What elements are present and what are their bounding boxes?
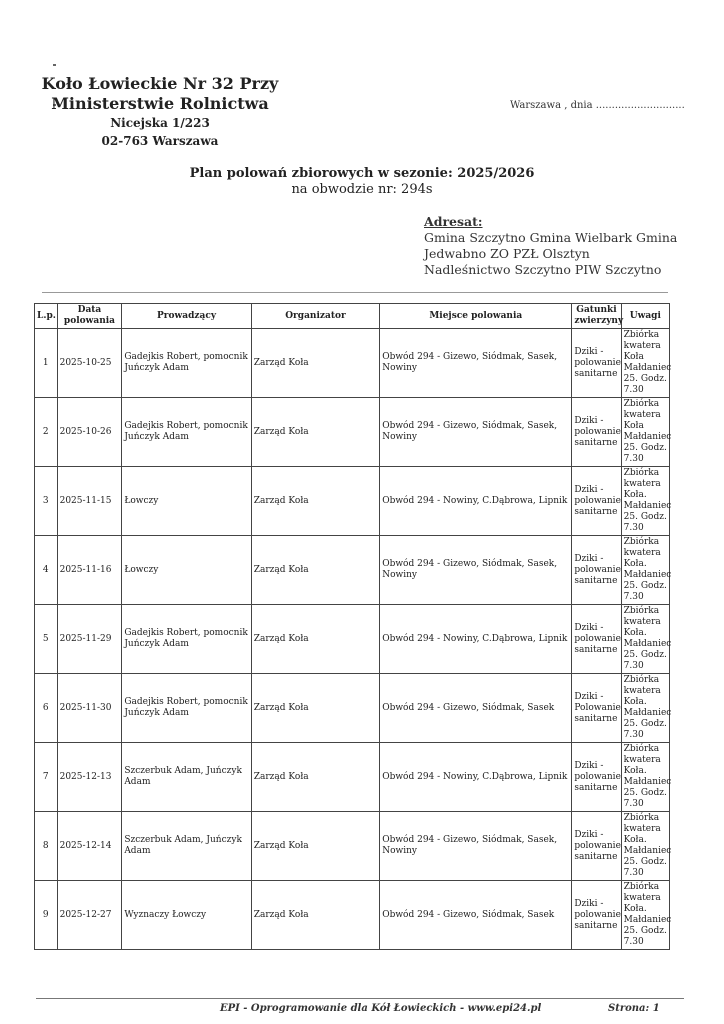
row-place: Obwód 294 - Gizewo, Siódmak, Sasek bbox=[380, 674, 572, 743]
row-notes: Zbiórka kwatera Koła Małdaniec 25. Godz. 7.30 bbox=[621, 398, 669, 467]
row-leader: Szczerbuk Adam, Juńczyk Adam bbox=[122, 743, 251, 812]
row-lp: 6 bbox=[35, 674, 58, 743]
row-notes: Zbiórka kwatera Koła. Małdaniec 25. Godz. 7.30 bbox=[621, 605, 669, 674]
row-organizer: Zarząd Koła bbox=[251, 812, 379, 881]
addressee-label: Adresat: bbox=[424, 214, 483, 229]
table-row bbox=[35, 881, 670, 950]
document-title bbox=[0, 166, 724, 198]
row-date: 2025-12-27 bbox=[57, 881, 122, 950]
row-notes: Zbiórka kwatera Koła. Małdaniec 25. Godz. 7.30 bbox=[621, 674, 669, 743]
row-species: Dziki - polowanie sanitarne bbox=[572, 467, 621, 536]
row-date: 2025-10-26 bbox=[57, 398, 122, 467]
row-organizer: Zarząd Koła bbox=[251, 398, 379, 467]
header-date bbox=[57, 304, 122, 329]
table-row bbox=[35, 398, 670, 467]
table-row bbox=[35, 329, 670, 398]
row-notes: Zbiórka kwatera Koła. Małdaniec 25. Godz. 7.30 bbox=[621, 467, 669, 536]
footer-divider bbox=[36, 998, 684, 999]
header-organizer: Organizator bbox=[251, 304, 379, 329]
row-organizer: Zarząd Koła bbox=[251, 536, 379, 605]
row-leader: Łowczy bbox=[122, 467, 251, 536]
header-species bbox=[572, 304, 624, 329]
table-row bbox=[35, 467, 670, 536]
header-species-line1: Gatunki bbox=[576, 305, 617, 315]
table-row bbox=[35, 674, 670, 743]
row-place: Obwód 294 - Gizewo, Siódmak, Sasek bbox=[380, 881, 572, 950]
row-lp: 3 bbox=[35, 467, 58, 536]
title-main: Plan polowań zbiorowych w sezonie: 2025/2026 bbox=[189, 166, 535, 181]
scan-mark bbox=[53, 64, 56, 66]
row-organizer: Zarząd Koła bbox=[251, 674, 379, 743]
divider bbox=[42, 292, 668, 293]
row-date: 2025-11-30 bbox=[57, 674, 122, 743]
row-notes: Zbiórka kwatera Koła Małdaniec 25. Godz. 7.30 bbox=[621, 329, 669, 398]
row-leader: Gadejkis Robert, pomocnik Juńczyk Adam bbox=[122, 674, 251, 743]
row-date: 2025-12-13 bbox=[57, 743, 122, 812]
row-organizer: Zarząd Koła bbox=[251, 467, 379, 536]
row-place: Obwód 294 - Nowiny, C.Dąbrowa, Lipnik bbox=[380, 605, 572, 674]
organization-header bbox=[40, 74, 280, 150]
row-notes: Zbiórka kwatera Koła. Małdaniec 25. Godz. 7.30 bbox=[621, 743, 669, 812]
header-leader: Prowadzący bbox=[122, 304, 251, 329]
row-species: Dziki - polowanie sanitarne bbox=[572, 812, 621, 881]
table-row bbox=[35, 605, 670, 674]
row-leader: Gadejkis Robert, pomocnik Juńczyk Adam bbox=[122, 398, 251, 467]
addressee-block bbox=[424, 214, 677, 278]
row-date: 2025-11-15 bbox=[57, 467, 122, 536]
row-lp: 7 bbox=[35, 743, 58, 812]
row-notes: Zbiórka kwatera Koła. Małdaniec 25. Godz. 7.30 bbox=[621, 536, 669, 605]
row-species: Dziki - polowanie sanitarne bbox=[572, 881, 621, 950]
header-lp: L.p. bbox=[35, 304, 58, 329]
addressee-line: Jedwabno ZO PZŁ Olsztyn bbox=[424, 246, 590, 261]
org-city: 02-763 Warszawa bbox=[101, 134, 219, 148]
row-organizer: Zarząd Koła bbox=[251, 605, 379, 674]
page-number: Strona: 1 bbox=[608, 1003, 660, 1014]
title-sub: na obwodzie nr: 294s bbox=[291, 182, 433, 197]
org-street: Nicejska 1/223 bbox=[110, 116, 210, 130]
table-row bbox=[35, 536, 670, 605]
row-lp: 2 bbox=[35, 398, 58, 467]
row-date: 2025-12-14 bbox=[57, 812, 122, 881]
row-place: Obwód 294 - Gizewo, Siódmak, Sasek, Nowiny bbox=[380, 329, 572, 398]
footer-credit: EPI - Oprogramowanie dla Kół Łowieckich - www.epi24.pl bbox=[220, 1003, 542, 1014]
row-notes: Zbiórka kwatera Koła. Małdaniec 25. Godz. 7.30 bbox=[621, 812, 669, 881]
table-row bbox=[35, 743, 670, 812]
row-date: 2025-10-25 bbox=[57, 329, 122, 398]
org-name-line2: Ministerstwie Rolnictwa bbox=[51, 94, 269, 113]
table-row bbox=[35, 812, 670, 881]
row-species: Dziki - polowanie sanitarne bbox=[572, 605, 621, 674]
addressee-line: Nadleśnictwo Szczytno PIW Szczytno bbox=[424, 262, 662, 277]
row-lp: 8 bbox=[35, 812, 58, 881]
row-leader: Łowczy bbox=[122, 536, 251, 605]
row-organizer: Zarząd Koła bbox=[251, 329, 379, 398]
header-date-line1: Data bbox=[77, 305, 102, 315]
row-organizer: Zarząd Koła bbox=[251, 881, 379, 950]
row-place: Obwód 294 - Gizewo, Siódmak, Sasek, Nowiny bbox=[380, 536, 572, 605]
row-leader: Gadejkis Robert, pomocnik Juńczyk Adam bbox=[122, 605, 251, 674]
header-species-line2: zwierzyny bbox=[574, 316, 624, 326]
row-species: Dziki - polowanie sanitarne bbox=[572, 536, 621, 605]
row-leader: Gadejkis Robert, pomocnik Juńczyk Adam bbox=[122, 329, 251, 398]
row-lp: 4 bbox=[35, 536, 58, 605]
header-notes: Uwagi bbox=[621, 304, 669, 329]
row-date: 2025-11-16 bbox=[57, 536, 122, 605]
row-place: Obwód 294 - Nowiny, C.Dąbrowa, Lipnik bbox=[380, 467, 572, 536]
row-date: 2025-11-29 bbox=[57, 605, 122, 674]
row-place: Obwód 294 - Gizewo, Siódmak, Sasek, Nowiny bbox=[380, 398, 572, 467]
row-species: Dziki - polowanie sanitarne bbox=[572, 743, 621, 812]
row-species: Dziki - polowanie sanitarne bbox=[572, 398, 621, 467]
row-leader: Wyznaczy Łowczy bbox=[122, 881, 251, 950]
header-date-line2: polowania bbox=[63, 316, 115, 326]
row-lp: 9 bbox=[35, 881, 58, 950]
row-species: Dziki - polowanie sanitarne bbox=[572, 329, 621, 398]
hunt-plan-table bbox=[34, 303, 670, 950]
header-place: Miejsce polowania bbox=[380, 304, 572, 329]
row-lp: 1 bbox=[35, 329, 58, 398]
row-lp: 5 bbox=[35, 605, 58, 674]
addressee-line: Gmina Szczytno Gmina Wielbark Gmina bbox=[424, 230, 678, 245]
row-place: Obwód 294 - Gizewo, Siódmak, Sasek, Nowiny bbox=[380, 812, 572, 881]
place-date: Warszawa , dnia ............................ bbox=[510, 100, 685, 111]
table-header-row bbox=[35, 304, 670, 329]
row-organizer: Zarząd Koła bbox=[251, 743, 379, 812]
row-leader: Szczerbuk Adam, Juńczyk Adam bbox=[122, 812, 251, 881]
row-place: Obwód 294 - Nowiny, C.Dąbrowa, Lipnik bbox=[380, 743, 572, 812]
org-name-line1: Koło Łowieckie Nr 32 Przy bbox=[41, 74, 279, 93]
row-notes: Zbiórka kwatera Koła. Małdaniec 25. Godz. 7.30 bbox=[621, 881, 669, 950]
row-species: Dziki - Polowanie sanitarne bbox=[572, 674, 621, 743]
